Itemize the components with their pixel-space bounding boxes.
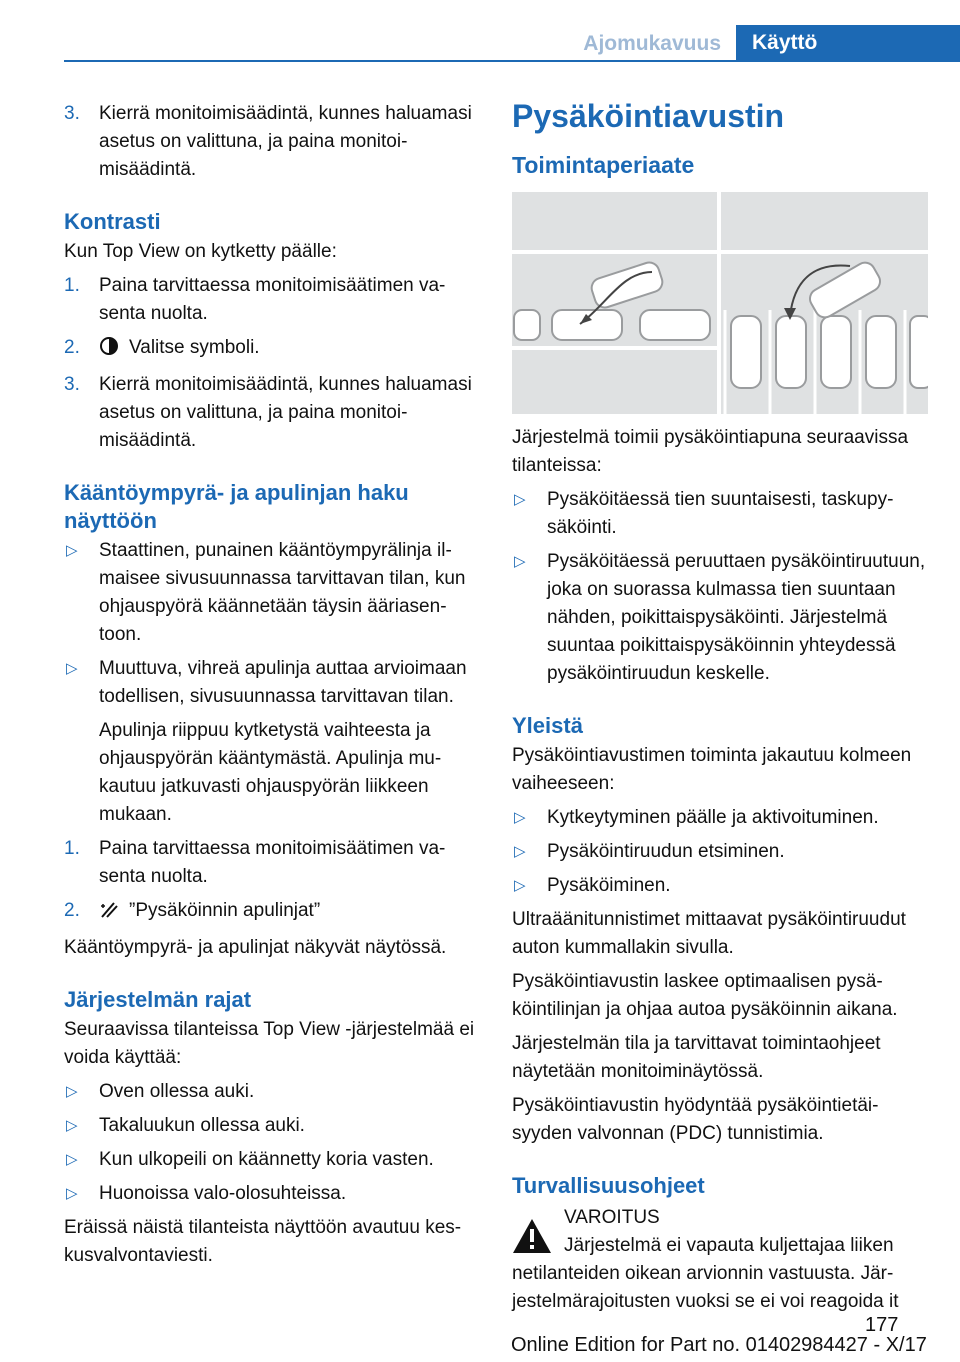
bullet-triangle-icon: ▷ (514, 491, 526, 508)
section-heading-general: Yleistä (512, 713, 583, 738)
bullet-triangle-icon: ▷ (514, 553, 526, 570)
general-paragraph: Ultraäänitunnistimet mittaavat pysäköintiruudut auton kummallakin sivulla. (512, 909, 906, 958)
page-number: 177 (865, 1314, 899, 1336)
bullet-item (512, 838, 932, 866)
section-tab[interactable]: Ajomukavuus (583, 32, 721, 55)
right-column (512, 100, 932, 1316)
bullet-item (64, 1112, 482, 1140)
page-title: Pysäköintiavustin (512, 98, 785, 134)
warning-line: Järjestelmä ei vapauta kuljettajaa liiken (564, 1235, 894, 1256)
warning-title: VAROITUS (564, 1207, 660, 1228)
bullet-text: Huonoissa valo-olosuhteissa. (99, 1183, 347, 1204)
step-number: 3. (64, 103, 80, 124)
bullet-item (512, 804, 932, 832)
warning-triangle-icon (512, 1218, 552, 1263)
bullet-item (64, 1180, 482, 1208)
bullet-text: Pysäköiminen. (547, 875, 671, 896)
bullet-text: Kytkeytyminen päälle ja aktivoituminen. (547, 807, 879, 828)
numbered-step (64, 897, 482, 928)
numbered-step (64, 334, 482, 365)
bullet-triangle-icon: ▷ (66, 1117, 78, 1134)
bullet-item (64, 655, 482, 711)
general-intro: Pysäköintiavustimen toiminta jakautuu kolmeen vaiheeseen: (512, 745, 912, 794)
general-paragraph: Pysäköintiavustin laskee optimaalisen pysäköintilinjan ja ohjaa autoa pysäköinnin aikana. (512, 971, 898, 1020)
bullet-triangle-icon: ▷ (514, 843, 526, 860)
bullet-triangle-icon: ▷ (66, 1083, 78, 1100)
section-heading-contrast: Kontrasti (64, 209, 161, 234)
bullet-text: Staattinen, punainen kääntöympyrälinja ilmaisee sivusuunnassa tarvittavan tilan, kun ohjauspyörä käännetään täysin ääriasentoon. (99, 540, 466, 645)
guide-lines-icon (99, 899, 119, 928)
step-number: 1. (64, 275, 80, 296)
contrast-intro: Kun Top View on kytketty päälle: (64, 241, 337, 262)
chapter-tab[interactable]: Käyttö (736, 25, 960, 61)
general-paragraph: Järjestelmän tila ja tarvittavat toimintaohjeet näytetään monitoiminäytössä. (512, 1033, 881, 1082)
numbered-step (64, 272, 482, 328)
bullet-note: Apulinja riippuu kytketystä vaihteesta ja ohjauspyörän kääntymästä. Apulinja mukautuu jatkuvasti ohjauspyörän liikkeen mukaan. (99, 720, 442, 825)
step-number: 2. (64, 900, 80, 921)
edition-footer: Online Edition for Part no. 01402984427 - X/17 (511, 1334, 927, 1356)
step-text: Valitse symboli. (129, 337, 260, 358)
left-column (64, 100, 482, 1276)
contrast-icon (99, 336, 119, 365)
bullet-text: Pysäköintiruudun etsiminen. (547, 841, 785, 862)
bullet-text: Takaluukun ollessa auki. (99, 1115, 305, 1136)
warning-text: netilanteiden oikean arvionnin vastuusta. Järjestelmärajoitusten vuoksi se ei voi reagoida it (512, 1263, 899, 1312)
numbered-step (64, 371, 482, 455)
numbered-step (64, 100, 482, 184)
bullet-triangle-icon: ▷ (66, 660, 78, 677)
principle-intro: Järjestelmä toimii pysäköintiapuna seuraavissa tilanteissa: (512, 427, 909, 476)
header-rule (64, 60, 960, 62)
step-number: 1. (64, 838, 80, 859)
step-text: Paina tarvittaessa monitoimisäätimen vasenta nuolta. (99, 275, 446, 324)
general-paragraph: Pysäköintiavustin hyödyntää pysäköintietäisyyden valvonnan (PDC) tunnistimia. (512, 1095, 879, 1144)
section-heading-principle: Toimintaperiaate (512, 152, 695, 178)
section-heading-limits: Järjestelmän rajat (64, 987, 252, 1012)
step-text: Kierrä monitoimisäädintä, kunnes haluamasi asetus on valittuna, ja paina monitoimisäädintä. (99, 374, 472, 451)
bullet-triangle-icon: ▷ (514, 809, 526, 826)
bullet-item (512, 548, 932, 688)
limits-intro: Seuraavissa tilanteissa Top View -järjestelmää ei voida käyttää: (64, 1019, 475, 1068)
bullet-triangle-icon: ▷ (66, 1185, 78, 1202)
bullet-item (64, 1078, 482, 1106)
turning-outro: Kääntöympyrä- ja apulinjat näkyvät näytössä. (64, 937, 447, 958)
bullet-item (512, 872, 932, 900)
step-text: ”Pysäköinnin apulinjat” (129, 900, 321, 921)
step-number: 3. (64, 374, 80, 395)
step-number: 2. (64, 337, 80, 358)
bullet-item (512, 486, 932, 542)
bullet-text: Oven ollessa auki. (99, 1081, 255, 1102)
bullet-text: Pysäköitäessä peruuttaen pysäköintiruutuun, joka on suorassa kulmassa tien suuntaan nähden, poikittaispysäköinti. Järjestelmä suuntaa poikittaispysäköinnin yhteydessä pysäköintiruudun keskelle. (547, 551, 926, 684)
bullet-triangle-icon: ▷ (514, 877, 526, 894)
bullet-item (64, 537, 482, 649)
bullet-text: Kun ulkopeili on käännetty koria vasten. (99, 1149, 434, 1170)
bullet-text: Pysäköitäessä tien suuntaisesti, taskupysäköinti. (547, 489, 894, 538)
warning-box (512, 1204, 932, 1316)
step-text: Paina tarvittaessa monitoimisäätimen vasenta nuolta. (99, 838, 446, 887)
limits-outro: Eräissä näistä tilanteista näyttöön avautuu keskusvalvontaviesti. (64, 1217, 462, 1266)
parking-illustration (512, 192, 928, 414)
bullet-item (64, 1146, 482, 1174)
bullet-triangle-icon: ▷ (66, 542, 78, 559)
numbered-step (64, 835, 482, 891)
section-heading-turning-circle: Kääntöympyrä- ja apulinjan haku näyttöön (64, 480, 409, 533)
section-heading-safety: Turvallisuusohjeet (512, 1173, 705, 1198)
bullet-triangle-icon: ▷ (66, 1151, 78, 1168)
step-text: Kierrä monitoimisäädintä, kunnes haluamasi asetus on valittuna, ja paina monitoimisäädintä. (99, 103, 472, 180)
bullet-text: Muuttuva, vihreä apulinja auttaa arvioimaan todellisen, sivusuunnassa tarvittavan tilan. (99, 658, 467, 707)
